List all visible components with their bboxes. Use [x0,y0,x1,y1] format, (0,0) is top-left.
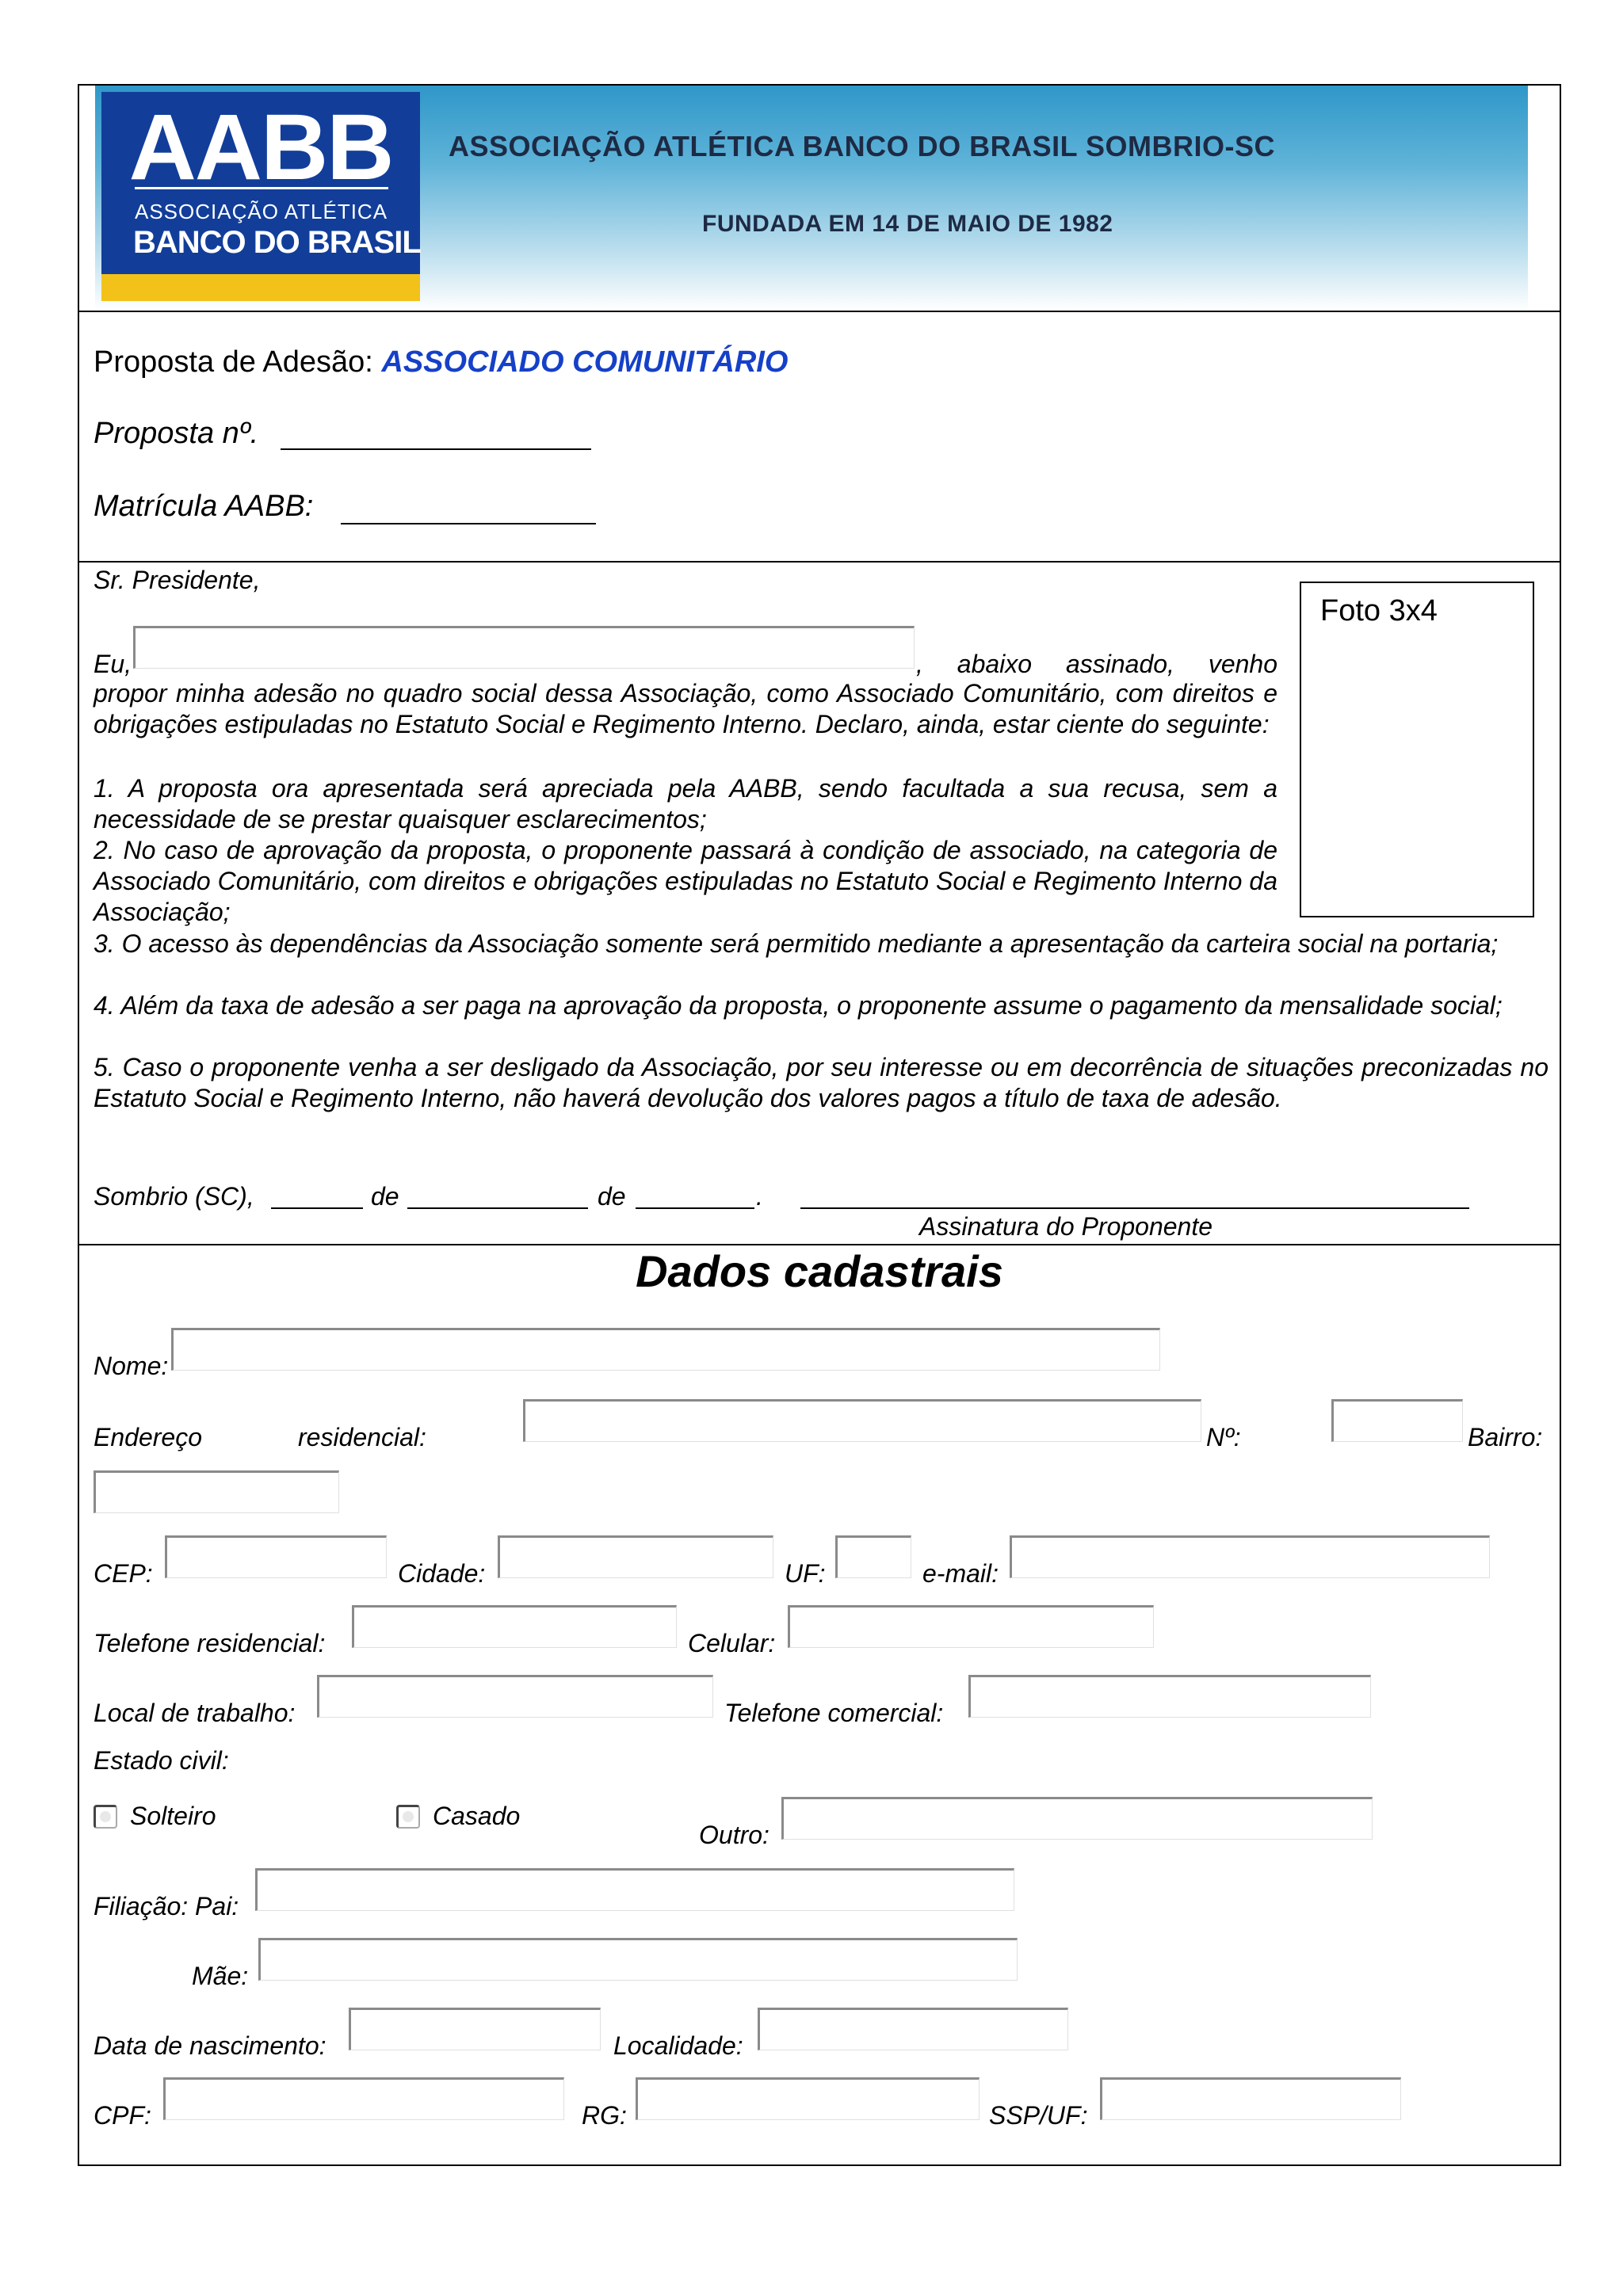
proposal-type: ASSOCIADO COMUNITÁRIO [381,345,789,379]
term-2: 2. No caso de aprovação da proposta, o proponente passará à condição de associado, na categoria de Associado Comunitário, com direitos e obrigações estipuladas no Estatuto Social e Regimento Interno da Associação; [94,836,1277,926]
logo-subtitle: ASSOCIAÇÃO ATLÉTICA [135,200,388,223]
workplace-input[interactable] [317,1675,713,1718]
salutation: Sr. Presidente, [94,566,261,594]
cep-label: CEP: [94,1559,153,1588]
birth-date-input[interactable] [349,2008,601,2050]
cep-input[interactable] [165,1535,387,1578]
place-label: Sombrio (SC), [94,1182,254,1211]
city-label: Cidade: [398,1559,486,1588]
name-label: Nome: [94,1352,169,1380]
intro-tail: , abaixo assinado, venho [916,650,1277,678]
term-5: 5. Caso o proponente venha a ser desligado da Associação, por seu interesse ou em decorrência de situações preconizadas no Estatuto Social e Regimento Interno, não haverá devolução dos valores pagos a título de taxa de adesão. [94,1053,1549,1112]
term-3: 3. O acesso às dependências da Associação somente será permitido mediante a apresentação da carteira social na portaria; [94,929,1499,958]
cpf-label: CPF: [94,2101,151,2130]
logo-stripe [101,274,420,301]
year-line[interactable] [636,1207,754,1209]
ssp-uf-label: SSP/UF: [989,2101,1088,2130]
founded-date: FUNDADA EM 14 DE MAIO DE 1982 [702,211,1113,237]
single-radio[interactable] [94,1805,117,1829]
day-line[interactable] [271,1207,363,1209]
signature-line[interactable] [800,1207,1469,1209]
locality-label: Localidade: [613,2031,743,2060]
divider [78,311,1561,312]
mother-label: Mãe: [192,1962,249,1990]
other-input[interactable] [781,1797,1373,1840]
logo-bank-name: BANCO DO BRASIL [133,225,421,260]
email-input[interactable] [1010,1535,1490,1578]
number-input[interactable] [1331,1399,1463,1442]
photo-label: Foto 3x4 [1320,594,1438,627]
father-input[interactable] [255,1868,1014,1911]
mobile-input[interactable] [788,1605,1154,1648]
mobile-label: Celular: [688,1629,776,1657]
logo-wordmark: AABB [128,95,393,200]
term-1: 1. A proposta ora apresentada será apreciada pela AABB, sendo facultada a sua recusa, sem a necessidade de se prestar quaisquer esclarecimentos; [94,774,1277,833]
proposal-label: Proposta de Adesão: [94,345,382,379]
married-radio[interactable] [396,1805,420,1829]
proposal-number-line[interactable] [281,448,591,450]
home-phone-label: Telefone residencial: [94,1629,326,1657]
uf-input[interactable] [835,1535,911,1578]
registration-label: Matrícula AABB: [94,490,314,523]
intro-text: propor minha adesão no quadro social dessa Associação, como Associado Comunitário, com direitos e obrigações estipuladas no Estatuto Social e Regimento Interno. Declaro, ainda, estar ciente do seguinte: [94,679,1277,738]
marital-status-label: Estado civil: [94,1746,229,1775]
proposal-type-row [94,345,788,379]
cpf-input[interactable] [163,2077,564,2120]
district-input[interactable] [94,1470,339,1513]
ssp-uf-input[interactable] [1100,2077,1401,2120]
full-name-input[interactable] [133,626,915,669]
address-label: Endereço [94,1423,202,1451]
married-label: Casado [433,1802,521,1830]
uf-label: UF: [785,1559,826,1588]
mother-input[interactable] [258,1938,1018,1981]
address-input[interactable] [523,1399,1201,1442]
term-4: 4. Além da taxa de adesão a ser paga na aprovação da proposta, o proponente assume o pagamento da mensalidade social; [94,991,1503,1020]
address-label-2: residencial: [298,1423,426,1451]
city-input[interactable] [498,1535,773,1578]
registration-line[interactable] [341,523,596,524]
number-label: Nº: [1206,1423,1241,1451]
date-period: . [756,1182,763,1211]
eu-label: Eu, [94,650,132,678]
logo-rule [135,187,388,189]
name-input[interactable] [171,1328,1160,1371]
section-title: Dados cadastrais [636,1246,1003,1296]
work-phone-label: Telefone comercial: [724,1699,944,1727]
locality-input[interactable] [758,2008,1068,2050]
district-label: Bairro: [1468,1423,1543,1451]
home-phone-input[interactable] [352,1605,677,1648]
email-label: e-mail: [922,1559,999,1588]
signature-label: Assinatura do Proponente [919,1212,1213,1241]
form-frame [78,84,1561,2166]
rg-label: RG: [582,2101,627,2130]
de-label: de [371,1182,399,1211]
other-label: Outro: [699,1821,769,1849]
work-phone-input[interactable] [968,1675,1371,1718]
workplace-label: Local de trabalho: [94,1699,296,1727]
proposal-number-label: Proposta nº. [94,417,259,450]
month-line[interactable] [407,1207,588,1209]
de-label: de [598,1182,626,1211]
association-title: ASSOCIAÇÃO ATLÉTICA BANCO DO BRASIL SOMBRIO-SC [449,130,1276,162]
rg-input[interactable] [636,2077,980,2120]
birth-date-label: Data de nascimento: [94,2031,327,2060]
divider [78,561,1561,563]
single-label: Solteiro [130,1802,216,1830]
photo-box [1300,582,1534,917]
father-label: Filiação: Pai: [94,1892,239,1920]
